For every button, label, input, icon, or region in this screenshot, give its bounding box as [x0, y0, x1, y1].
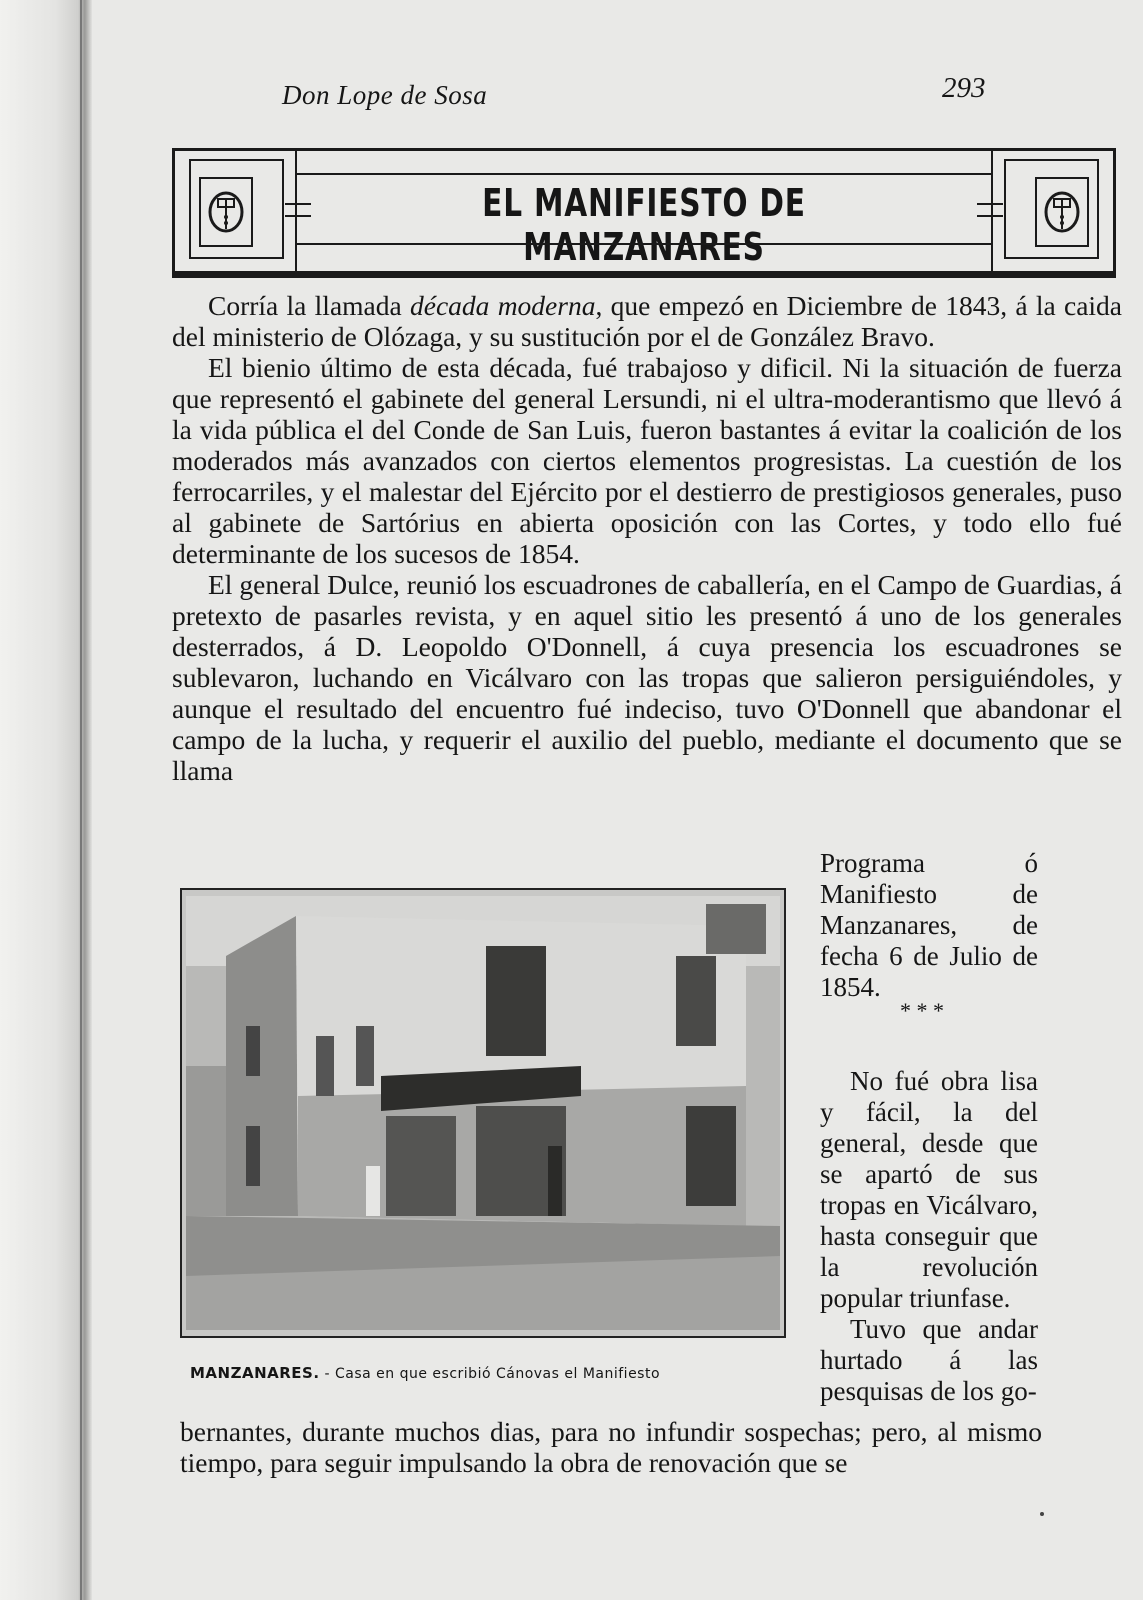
paragraph-1: Corría la llamada década moderna, que empezó en Diciembre de 1843, á la caida del ministerio de Olózaga, y su sustitución por el de González Bravo. [172, 290, 1123, 352]
paragraph-2: El bienio último de esta década, fué trabajoso y dificil. Ni la situación de fuerza que representó el gabinete del general Lersundi, ni el ultra-moderantismo que llevó á la vida pública el del Conde de San Luis, fueron bastantes á evitar la coalición de los moderados más avanzados con ciertos elementos progresistas. La cuestión de los ferrocarriles, y el malestar del Ejército por el destierro de prestigiosos generales, puso al gabinete de Sartórius en abierta oposición con las Cortes, y todo ello fué determinante de los sucesos de 1854. [172, 352, 1122, 569]
street-photograph [180, 888, 786, 1338]
photo-caption: MANZANARES. - Casa en que escribió Cánovas el Manifiesto [190, 1364, 661, 1382]
banner-ornament-left [285, 203, 311, 217]
crest-icon [1035, 177, 1089, 247]
article-body [172, 290, 1122, 786]
side-paragraph-2: Tuvo que andar hurtado á las pesquisas de los go- [820, 1314, 1038, 1406]
side-column-text [820, 848, 1038, 1003]
page-speck [1040, 1512, 1044, 1516]
book-spine-gutter [0, 0, 92, 1600]
running-head: Don Lope de Sosa [282, 80, 488, 110]
banner-ornament-right [977, 203, 1003, 217]
bottom-text [180, 1416, 1042, 1478]
bottom-paragraph-continuation: bernantes, durante muchos dias, para no infundir sospechas; pero, al mismo tiempo, para seguir impulsando la obra de renovación que se [180, 1416, 1042, 1478]
side-column-paragraphs [820, 1066, 1038, 1407]
house-photo-image [186, 896, 780, 1330]
section-asterism: * * * [900, 998, 944, 1023]
page [92, 0, 1143, 1600]
paragraph-3: El general Dulce, reunió los escuadrones de caballería, en el Campo de Guardias, á pretexto de pasarles revista, y en aquel sitio les presentó á uno de los generales desterrados, á D. Leopoldo O'Donnell, á cuya presencia los escuadrones se sublevaron, luchando en Vicálvaro con las tropas que salieron persiguiéndoles, y aunque el resultado del encuentro fué indeciso, tuvo O'Donnell que abandonar el campo de la lucha, y requerir el auxilio del pueblo, mediante el documento que se llama [172, 569, 1122, 786]
banner-rule-bottom [297, 243, 991, 245]
title-banner [172, 148, 1116, 278]
crest-icon [199, 177, 253, 247]
banner-rule-top [297, 173, 991, 175]
side-paragraph-1: No fué obra lisa y fácil, la del general, desde que se apartó de sus tropas en Vicálvaro, hasta conseguir que la revolución popular triunfase. [820, 1066, 1038, 1313]
article-title: EL MANIFIESTO DE MANZANARES [482, 181, 806, 269]
side-continuation: Programa ó Manifiesto de Manzanares, de fecha 6 de Julio de 1854. [820, 848, 1038, 1002]
gutter-line [80, 0, 82, 1600]
page-number: 293 [942, 72, 986, 104]
banner-divider-left [295, 151, 297, 271]
